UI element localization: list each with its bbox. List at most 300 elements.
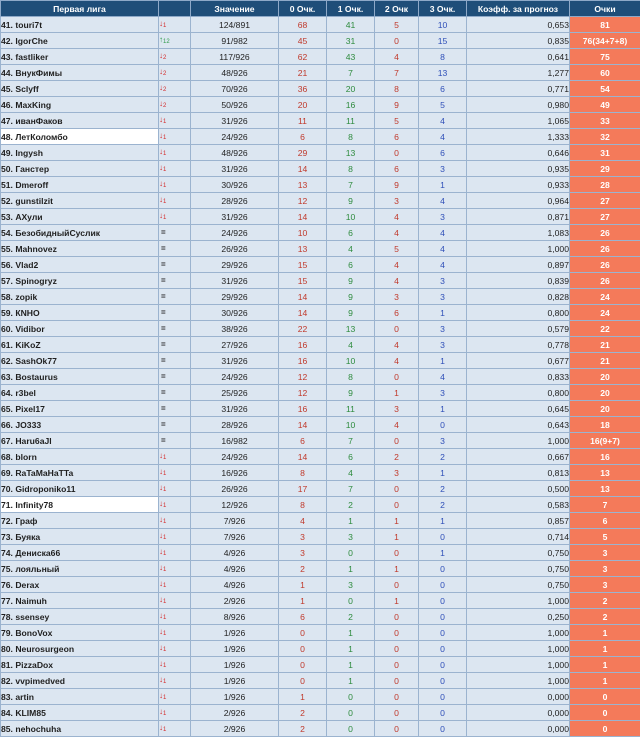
movement-cell[interactable]: [159, 401, 191, 417]
points-cell[interactable]: 27: [570, 209, 640, 225]
header-value[interactable]: Значение: [191, 1, 279, 17]
movement-cell[interactable]: [159, 113, 191, 129]
coefficient-cell[interactable]: 0,000: [467, 689, 570, 705]
movement-cell[interactable]: [159, 433, 191, 449]
three-points-cell[interactable]: 3: [419, 273, 467, 289]
player-name-cell[interactable]: 64. r3bel: [1, 385, 159, 401]
three-points-cell[interactable]: 0: [419, 609, 467, 625]
movement-cell[interactable]: [159, 353, 191, 369]
two-points-cell[interactable]: 3: [375, 289, 419, 305]
three-points-cell[interactable]: 4: [419, 193, 467, 209]
value-cell[interactable]: 31/926: [191, 113, 279, 129]
coefficient-cell[interactable]: 1,000: [467, 241, 570, 257]
player-name-cell[interactable]: 58. zopik: [1, 289, 159, 305]
value-cell[interactable]: 8/926: [191, 609, 279, 625]
value-cell[interactable]: 7/926: [191, 529, 279, 545]
value-cell[interactable]: 30/926: [191, 177, 279, 193]
value-cell[interactable]: 24/926: [191, 369, 279, 385]
coefficient-cell[interactable]: 0,750: [467, 561, 570, 577]
one-point-cell[interactable]: 4: [327, 241, 375, 257]
zero-points-cell[interactable]: 2: [279, 561, 327, 577]
coefficient-cell[interactable]: 1,000: [467, 593, 570, 609]
three-points-cell[interactable]: 3: [419, 161, 467, 177]
coefficient-cell[interactable]: 0,500: [467, 481, 570, 497]
two-points-cell[interactable]: 0: [375, 145, 419, 161]
coefficient-cell[interactable]: 0,653: [467, 17, 570, 33]
player-name-cell[interactable]: 85. nehochuha: [1, 721, 159, 737]
points-cell[interactable]: 75: [570, 49, 640, 65]
one-point-cell[interactable]: 10: [327, 417, 375, 433]
one-point-cell[interactable]: 11: [327, 401, 375, 417]
table-row[interactable]: [1, 433, 640, 449]
value-cell[interactable]: 27/926: [191, 337, 279, 353]
table-row[interactable]: [1, 145, 640, 161]
value-cell[interactable]: 2/926: [191, 593, 279, 609]
player-name-cell[interactable]: 61. KiKoZ: [1, 337, 159, 353]
one-point-cell[interactable]: 0: [327, 593, 375, 609]
movement-cell[interactable]: [159, 161, 191, 177]
points-cell[interactable]: 21: [570, 353, 640, 369]
header-points[interactable]: Очки: [570, 1, 640, 17]
zero-points-cell[interactable]: 12: [279, 385, 327, 401]
coefficient-cell[interactable]: 0,857: [467, 513, 570, 529]
movement-cell[interactable]: [159, 513, 191, 529]
zero-points-cell[interactable]: 29: [279, 145, 327, 161]
movement-cell[interactable]: [159, 97, 191, 113]
coefficient-cell[interactable]: 0,813: [467, 465, 570, 481]
three-points-cell[interactable]: 0: [419, 593, 467, 609]
points-cell[interactable]: 32: [570, 129, 640, 145]
one-point-cell[interactable]: 2: [327, 609, 375, 625]
coefficient-cell[interactable]: 0,667: [467, 449, 570, 465]
points-cell[interactable]: 16(9+7): [570, 433, 640, 449]
player-name-cell[interactable]: 46. MaxKing: [1, 97, 159, 113]
three-points-cell[interactable]: 0: [419, 705, 467, 721]
movement-cell[interactable]: [159, 177, 191, 193]
table-row[interactable]: [1, 369, 640, 385]
two-points-cell[interactable]: 5: [375, 17, 419, 33]
value-cell[interactable]: 30/926: [191, 305, 279, 321]
movement-cell[interactable]: [159, 705, 191, 721]
two-points-cell[interactable]: 6: [375, 161, 419, 177]
table-row[interactable]: [1, 657, 640, 673]
two-points-cell[interactable]: 0: [375, 577, 419, 593]
player-name-cell[interactable]: 43. fastliker: [1, 49, 159, 65]
table-row[interactable]: [1, 193, 640, 209]
coefficient-cell[interactable]: 0,714: [467, 529, 570, 545]
one-point-cell[interactable]: 41: [327, 17, 375, 33]
coefficient-cell[interactable]: 0,250: [467, 609, 570, 625]
table-row[interactable]: [1, 273, 640, 289]
zero-points-cell[interactable]: 4: [279, 513, 327, 529]
coefficient-cell[interactable]: 0,750: [467, 545, 570, 561]
points-cell[interactable]: 21: [570, 337, 640, 353]
one-point-cell[interactable]: 10: [327, 353, 375, 369]
header-one-point[interactable]: 1 Очк.: [327, 1, 375, 17]
coefficient-cell[interactable]: 0,778: [467, 337, 570, 353]
two-points-cell[interactable]: 4: [375, 273, 419, 289]
coefficient-cell[interactable]: 1,000: [467, 657, 570, 673]
value-cell[interactable]: 25/926: [191, 385, 279, 401]
value-cell[interactable]: 28/926: [191, 417, 279, 433]
table-row[interactable]: [1, 497, 640, 513]
coefficient-cell[interactable]: 0,897: [467, 257, 570, 273]
one-point-cell[interactable]: 16: [327, 97, 375, 113]
table-row[interactable]: [1, 209, 640, 225]
one-point-cell[interactable]: 0: [327, 721, 375, 737]
zero-points-cell[interactable]: 20: [279, 97, 327, 113]
value-cell[interactable]: 31/926: [191, 209, 279, 225]
one-point-cell[interactable]: 1: [327, 657, 375, 673]
one-point-cell[interactable]: 1: [327, 561, 375, 577]
points-cell[interactable]: 13: [570, 481, 640, 497]
value-cell[interactable]: 16/926: [191, 465, 279, 481]
table-row[interactable]: [1, 417, 640, 433]
movement-cell[interactable]: [159, 529, 191, 545]
three-points-cell[interactable]: 15: [419, 33, 467, 49]
player-name-cell[interactable]: 68. blorn: [1, 449, 159, 465]
three-points-cell[interactable]: 0: [419, 689, 467, 705]
zero-points-cell[interactable]: 14: [279, 209, 327, 225]
table-row[interactable]: [1, 385, 640, 401]
value-cell[interactable]: 31/926: [191, 273, 279, 289]
two-points-cell[interactable]: 0: [375, 545, 419, 561]
player-name-cell[interactable]: 80. Neurosurgeon: [1, 641, 159, 657]
three-points-cell[interactable]: 0: [419, 561, 467, 577]
table-row[interactable]: [1, 257, 640, 273]
table-row[interactable]: [1, 241, 640, 257]
coefficient-cell[interactable]: 1,000: [467, 673, 570, 689]
one-point-cell[interactable]: 6: [327, 225, 375, 241]
two-points-cell[interactable]: 1: [375, 593, 419, 609]
value-cell[interactable]: 1/926: [191, 625, 279, 641]
player-name-cell[interactable]: 81. PizzaDox: [1, 657, 159, 673]
points-cell[interactable]: 0: [570, 689, 640, 705]
movement-cell[interactable]: [159, 49, 191, 65]
two-points-cell[interactable]: 6: [375, 129, 419, 145]
table-row[interactable]: [1, 593, 640, 609]
zero-points-cell[interactable]: 8: [279, 465, 327, 481]
movement-cell[interactable]: [159, 673, 191, 689]
player-name-cell[interactable]: 45. Sclyff: [1, 81, 159, 97]
three-points-cell[interactable]: 4: [419, 129, 467, 145]
coefficient-cell[interactable]: 0,839: [467, 273, 570, 289]
player-name-cell[interactable]: 66. JO333: [1, 417, 159, 433]
points-cell[interactable]: 13: [570, 465, 640, 481]
two-points-cell[interactable]: 2: [375, 449, 419, 465]
one-point-cell[interactable]: 8: [327, 369, 375, 385]
zero-points-cell[interactable]: 0: [279, 673, 327, 689]
movement-cell[interactable]: [159, 721, 191, 737]
one-point-cell[interactable]: 4: [327, 465, 375, 481]
points-cell[interactable]: 0: [570, 705, 640, 721]
zero-points-cell[interactable]: 3: [279, 545, 327, 561]
coefficient-cell[interactable]: 0,835: [467, 33, 570, 49]
two-points-cell[interactable]: 4: [375, 417, 419, 433]
player-name-cell[interactable]: 72. Граф: [1, 513, 159, 529]
table-row[interactable]: [1, 113, 640, 129]
player-name-cell[interactable]: 59. КNHO: [1, 305, 159, 321]
value-cell[interactable]: 4/926: [191, 577, 279, 593]
two-points-cell[interactable]: 4: [375, 49, 419, 65]
zero-points-cell[interactable]: 2: [279, 721, 327, 737]
table-row[interactable]: [1, 625, 640, 641]
value-cell[interactable]: 28/926: [191, 193, 279, 209]
points-cell[interactable]: 60: [570, 65, 640, 81]
table-row[interactable]: [1, 545, 640, 561]
coefficient-cell[interactable]: 0,933: [467, 177, 570, 193]
coefficient-cell[interactable]: 0,643: [467, 417, 570, 433]
two-points-cell[interactable]: 0: [375, 609, 419, 625]
three-points-cell[interactable]: 5: [419, 97, 467, 113]
one-point-cell[interactable]: 8: [327, 129, 375, 145]
two-points-cell[interactable]: 3: [375, 401, 419, 417]
movement-cell[interactable]: [159, 417, 191, 433]
movement-cell[interactable]: [159, 481, 191, 497]
three-points-cell[interactable]: 0: [419, 641, 467, 657]
table-row[interactable]: [1, 129, 640, 145]
player-name-cell[interactable]: 55. Mahnovez: [1, 241, 159, 257]
points-cell[interactable]: 20: [570, 385, 640, 401]
zero-points-cell[interactable]: 16: [279, 353, 327, 369]
table-row[interactable]: [1, 673, 640, 689]
one-point-cell[interactable]: 0: [327, 689, 375, 705]
table-row[interactable]: [1, 561, 640, 577]
player-name-cell[interactable]: 83. artin: [1, 689, 159, 705]
zero-points-cell[interactable]: 12: [279, 193, 327, 209]
movement-cell[interactable]: [159, 657, 191, 673]
points-cell[interactable]: 1: [570, 657, 640, 673]
two-points-cell[interactable]: 0: [375, 481, 419, 497]
table-row[interactable]: [1, 529, 640, 545]
movement-cell[interactable]: [159, 193, 191, 209]
three-points-cell[interactable]: 3: [419, 289, 467, 305]
player-name-cell[interactable]: 50. Ганстер: [1, 161, 159, 177]
table-row[interactable]: [1, 33, 640, 49]
three-points-cell[interactable]: 3: [419, 385, 467, 401]
value-cell[interactable]: 48/926: [191, 145, 279, 161]
movement-cell[interactable]: [159, 225, 191, 241]
three-points-cell[interactable]: 0: [419, 721, 467, 737]
value-cell[interactable]: 29/926: [191, 289, 279, 305]
table-row[interactable]: [1, 17, 640, 33]
value-cell[interactable]: 12/926: [191, 497, 279, 513]
player-name-cell[interactable]: 47. иванФаков: [1, 113, 159, 129]
coefficient-cell[interactable]: 0,579: [467, 321, 570, 337]
three-points-cell[interactable]: 1: [419, 305, 467, 321]
player-name-cell[interactable]: 79. BonoVox: [1, 625, 159, 641]
table-row[interactable]: [1, 689, 640, 705]
table-row[interactable]: [1, 353, 640, 369]
points-cell[interactable]: 2: [570, 593, 640, 609]
value-cell[interactable]: 1/926: [191, 657, 279, 673]
header-two-points[interactable]: 2 Очк: [375, 1, 419, 17]
value-cell[interactable]: 24/926: [191, 225, 279, 241]
two-points-cell[interactable]: 0: [375, 705, 419, 721]
coefficient-cell[interactable]: 0,800: [467, 305, 570, 321]
zero-points-cell[interactable]: 3: [279, 529, 327, 545]
value-cell[interactable]: 26/926: [191, 481, 279, 497]
two-points-cell[interactable]: 4: [375, 337, 419, 353]
header-zero-points[interactable]: 0 Очк.: [279, 1, 327, 17]
two-points-cell[interactable]: 3: [375, 193, 419, 209]
value-cell[interactable]: 38/926: [191, 321, 279, 337]
two-points-cell[interactable]: 6: [375, 305, 419, 321]
zero-points-cell[interactable]: 0: [279, 641, 327, 657]
three-points-cell[interactable]: 6: [419, 81, 467, 97]
player-name-cell[interactable]: 76. Derax: [1, 577, 159, 593]
player-name-cell[interactable]: 53. АХули: [1, 209, 159, 225]
three-points-cell[interactable]: 2: [419, 497, 467, 513]
player-name-cell[interactable]: 82. vvpimedved: [1, 673, 159, 689]
points-cell[interactable]: 7: [570, 497, 640, 513]
player-name-cell[interactable]: 77. Naimuh: [1, 593, 159, 609]
movement-cell[interactable]: [159, 609, 191, 625]
one-point-cell[interactable]: 9: [327, 289, 375, 305]
movement-cell[interactable]: [159, 593, 191, 609]
three-points-cell[interactable]: 0: [419, 657, 467, 673]
zero-points-cell[interactable]: 13: [279, 241, 327, 257]
two-points-cell[interactable]: 1: [375, 513, 419, 529]
table-row[interactable]: [1, 321, 640, 337]
movement-cell[interactable]: [159, 465, 191, 481]
value-cell[interactable]: 4/926: [191, 545, 279, 561]
value-cell[interactable]: 7/926: [191, 513, 279, 529]
three-points-cell[interactable]: 1: [419, 513, 467, 529]
table-row[interactable]: [1, 337, 640, 353]
one-point-cell[interactable]: 0: [327, 545, 375, 561]
coefficient-cell[interactable]: 0,828: [467, 289, 570, 305]
value-cell[interactable]: 2/926: [191, 705, 279, 721]
one-point-cell[interactable]: 20: [327, 81, 375, 97]
points-cell[interactable]: 28: [570, 177, 640, 193]
two-points-cell[interactable]: 8: [375, 81, 419, 97]
value-cell[interactable]: 70/926: [191, 81, 279, 97]
zero-points-cell[interactable]: 15: [279, 273, 327, 289]
points-cell[interactable]: 20: [570, 369, 640, 385]
points-cell[interactable]: 33: [570, 113, 640, 129]
zero-points-cell[interactable]: 14: [279, 449, 327, 465]
zero-points-cell[interactable]: 14: [279, 305, 327, 321]
two-points-cell[interactable]: 0: [375, 321, 419, 337]
player-name-cell[interactable]: 48. ЛетКоломбо: [1, 129, 159, 145]
table-row[interactable]: [1, 177, 640, 193]
two-points-cell[interactable]: 9: [375, 177, 419, 193]
table-row[interactable]: [1, 465, 640, 481]
coefficient-cell[interactable]: 0,833: [467, 369, 570, 385]
movement-cell[interactable]: [159, 641, 191, 657]
table-row[interactable]: [1, 705, 640, 721]
table-row[interactable]: [1, 97, 640, 113]
zero-points-cell[interactable]: 6: [279, 609, 327, 625]
header-league[interactable]: Первая лига: [1, 1, 159, 17]
two-points-cell[interactable]: 0: [375, 33, 419, 49]
movement-cell[interactable]: [159, 625, 191, 641]
player-name-cell[interactable]: 62. SashOk77: [1, 353, 159, 369]
movement-cell[interactable]: [159, 257, 191, 273]
two-points-cell[interactable]: 0: [375, 673, 419, 689]
zero-points-cell[interactable]: 1: [279, 577, 327, 593]
three-points-cell[interactable]: 6: [419, 145, 467, 161]
two-points-cell[interactable]: 4: [375, 225, 419, 241]
three-points-cell[interactable]: 2: [419, 481, 467, 497]
player-name-cell[interactable]: 51. Dmeroff: [1, 177, 159, 193]
table-row[interactable]: [1, 289, 640, 305]
value-cell[interactable]: 29/926: [191, 257, 279, 273]
one-point-cell[interactable]: 43: [327, 49, 375, 65]
header-movement[interactable]: [159, 1, 191, 17]
coefficient-cell[interactable]: 0,646: [467, 145, 570, 161]
two-points-cell[interactable]: 5: [375, 241, 419, 257]
value-cell[interactable]: 31/926: [191, 161, 279, 177]
zero-points-cell[interactable]: 16: [279, 337, 327, 353]
points-cell[interactable]: 26: [570, 273, 640, 289]
points-cell[interactable]: 26: [570, 257, 640, 273]
three-points-cell[interactable]: 0: [419, 625, 467, 641]
zero-points-cell[interactable]: 11: [279, 113, 327, 129]
value-cell[interactable]: 31/926: [191, 353, 279, 369]
coefficient-cell[interactable]: 1,333: [467, 129, 570, 145]
three-points-cell[interactable]: 0: [419, 673, 467, 689]
zero-points-cell[interactable]: 17: [279, 481, 327, 497]
coefficient-cell[interactable]: 1,083: [467, 225, 570, 241]
movement-cell[interactable]: [159, 305, 191, 321]
coefficient-cell[interactable]: 0,677: [467, 353, 570, 369]
player-name-cell[interactable]: 75. лояльный: [1, 561, 159, 577]
zero-points-cell[interactable]: 22: [279, 321, 327, 337]
movement-cell[interactable]: [159, 689, 191, 705]
zero-points-cell[interactable]: 10: [279, 225, 327, 241]
table-row[interactable]: [1, 577, 640, 593]
points-cell[interactable]: 24: [570, 289, 640, 305]
points-cell[interactable]: 24: [570, 305, 640, 321]
one-point-cell[interactable]: 4: [327, 337, 375, 353]
one-point-cell[interactable]: 7: [327, 481, 375, 497]
one-point-cell[interactable]: 6: [327, 449, 375, 465]
one-point-cell[interactable]: 13: [327, 321, 375, 337]
table-row[interactable]: [1, 161, 640, 177]
points-cell[interactable]: 20: [570, 401, 640, 417]
points-cell[interactable]: 1: [570, 673, 640, 689]
player-name-cell[interactable]: 74. Дениска66: [1, 545, 159, 561]
zero-points-cell[interactable]: 1: [279, 689, 327, 705]
coefficient-cell[interactable]: 0,871: [467, 209, 570, 225]
player-name-cell[interactable]: 44. ВнукФимы: [1, 65, 159, 81]
three-points-cell[interactable]: 3: [419, 337, 467, 353]
zero-points-cell[interactable]: 14: [279, 417, 327, 433]
player-name-cell[interactable]: 52. gunstilzit: [1, 193, 159, 209]
points-cell[interactable]: 31: [570, 145, 640, 161]
movement-cell[interactable]: [159, 369, 191, 385]
one-point-cell[interactable]: 1: [327, 513, 375, 529]
points-cell[interactable]: 26: [570, 241, 640, 257]
zero-points-cell[interactable]: 14: [279, 161, 327, 177]
movement-cell[interactable]: [159, 561, 191, 577]
player-name-cell[interactable]: 84. KLIM85: [1, 705, 159, 721]
points-cell[interactable]: 49: [570, 97, 640, 113]
value-cell[interactable]: 24/926: [191, 129, 279, 145]
zero-points-cell[interactable]: 14: [279, 289, 327, 305]
table-row[interactable]: [1, 305, 640, 321]
two-points-cell[interactable]: 4: [375, 257, 419, 273]
three-points-cell[interactable]: 0: [419, 417, 467, 433]
movement-cell[interactable]: [159, 81, 191, 97]
movement-cell[interactable]: [159, 385, 191, 401]
table-row[interactable]: [1, 513, 640, 529]
value-cell[interactable]: 1/926: [191, 673, 279, 689]
zero-points-cell[interactable]: 62: [279, 49, 327, 65]
zero-points-cell[interactable]: 13: [279, 177, 327, 193]
